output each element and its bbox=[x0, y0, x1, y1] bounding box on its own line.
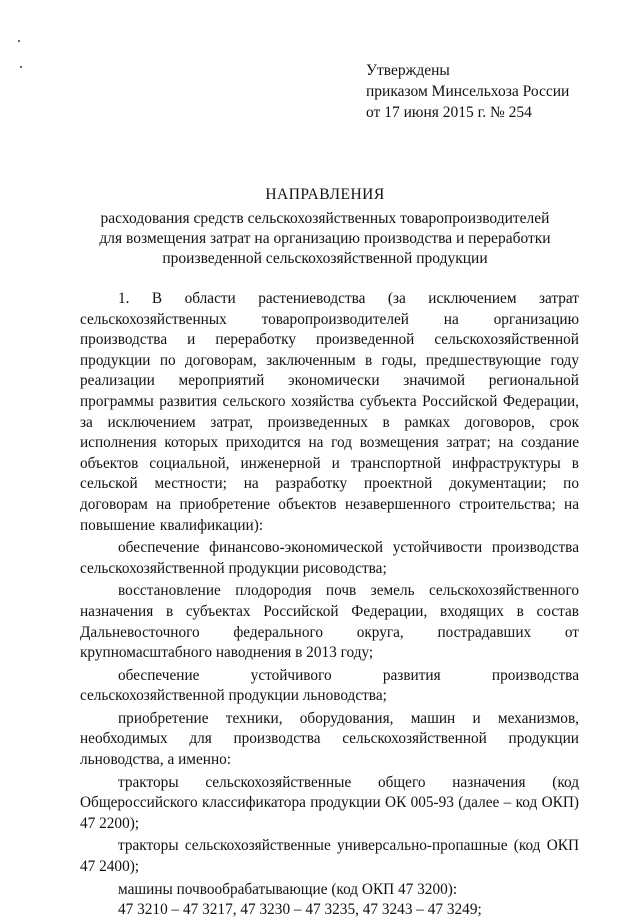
paragraph: тракторы сельскохозяйственные универсально-пропашные (код ОКП 47 2400); bbox=[80, 837, 579, 876]
paragraph: тракторы сельскохозяйственные общего назначения (код Общероссийского классификатора продукции ОК 005-93 (далее – код ОКП) 47 2200); bbox=[80, 773, 579, 832]
approval-line: приказом Минсельхоза России bbox=[366, 83, 570, 100]
paragraph: 47 3210 – 47 3217, 47 3230 – 47 3235, 47 3243 – 47 3249; bbox=[118, 901, 482, 919]
scan-speck bbox=[20, 66, 22, 68]
approval-stamp bbox=[366, 60, 569, 123]
paragraph: обеспечение устойчивого развития производства сельскохозяйственной продукции льноводства; bbox=[80, 666, 579, 705]
paragraph: обеспечение финансово-экономической устойчивости производства сельскохозяйственной продукции рисоводства; bbox=[80, 539, 579, 577]
approval-line: Утверждены bbox=[366, 62, 450, 79]
title-line: произведенной сельскохозяйственной продукции bbox=[162, 250, 488, 267]
paragraph: приобретение техники, оборудования, машин и механизмов, необходимых для производства сельскохозяйственной продукции льноводства, а именно: bbox=[80, 709, 579, 769]
title-line: расходования средств сельскохозяйственных товаропроизводителей bbox=[100, 210, 550, 227]
approval-line: от 17 июня 2015 г. № 254 bbox=[366, 104, 532, 121]
paragraph: 1. В области растениеводства (за исключением затрат сельскохозяйственных товаропроизводителей на организацию производства и переработку произведенной сельскохозяйственной продукции по договорам, заключенным в годы, предшествующие году реализации мероприятий экономически значимой региональной программы развития сельского хозяйства субъекта Российской Федерации, за исключением затрат, произведенных в рамках договоров, срок исполнения которых приходится на год возмещения затрат; на создание объектов социальной, инженерной и транспортной инфраструктуры в сельской местности; на разработку проектной документации; по договорам на приобретение объектов незавершенного строительства; на повышение квалификации): bbox=[80, 290, 579, 534]
title-line: для возмещения затрат на организацию производства и переработки bbox=[99, 230, 551, 247]
paragraph: восстановление плодородия почв земель сельскохозяйственного назначения в субъектах Российской Федерации, входящих в состав Дальневосточного федерального округа, пострадавших от крупномасштабного наводнения в 2013 году; bbox=[80, 582, 579, 662]
title-heading: НАПРАВЛЕНИЯ bbox=[265, 186, 385, 203]
document-title bbox=[60, 185, 590, 269]
paragraph: машины почвообрабатывающие (код ОКП 47 3200): bbox=[118, 880, 458, 898]
document-body bbox=[80, 289, 579, 921]
scan-speck bbox=[18, 40, 20, 42]
